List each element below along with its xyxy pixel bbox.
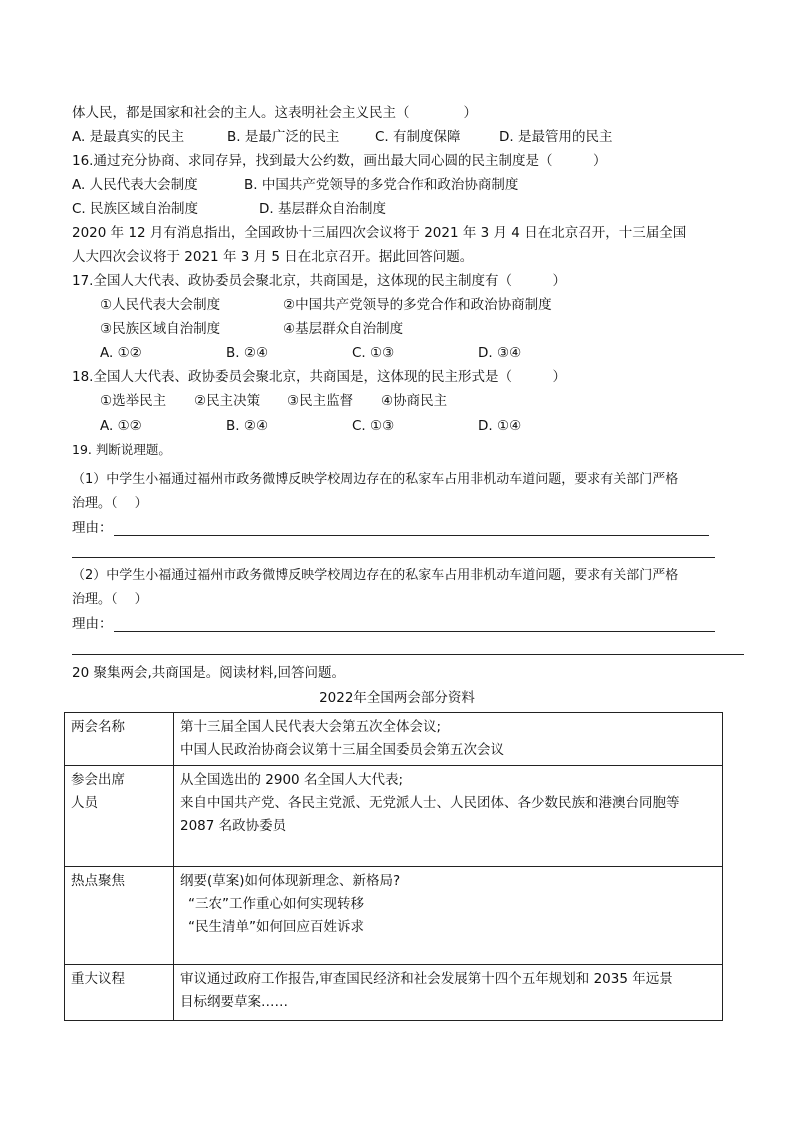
q16-option-a: A. 人民代表大会制度 (72, 177, 198, 193)
q17-option-a: A. ①② (100, 345, 142, 361)
row-key-agenda: 重大议程 (65, 965, 174, 1021)
table-row (65, 766, 723, 867)
q18-option-c: C. ①③ (352, 418, 395, 434)
q18-option-d: D. ①④ (478, 418, 522, 434)
row-value-attendees: 从全国选出的 2900 名全国人大代表; 来自中国共产党、各民主党派、无党派人士、人民团体、各少数民族和港澳台同胞等 2087 名政协委员 (174, 766, 723, 867)
q16-option-d: D. 基层群众自治制度 (259, 201, 386, 217)
intro-line-2: 人大四次会议将于 2021 年 3 月 5 日在北京召开。据此回答问题。 (72, 249, 474, 265)
q18-item-2: ②民主决策 (194, 393, 261, 409)
q15-option-a: A. 是最真实的民主 (72, 129, 185, 145)
row-key-hot-topics: 热点聚焦 (65, 867, 174, 965)
q19-sub2-line-2: 治理。（ ） (72, 592, 148, 607)
q15-stem: 体人民，都是国家和社会的主人。这表明社会主义民主（ ） (72, 105, 477, 121)
q18-option-a: A. ①② (100, 418, 142, 434)
q18-item-4: ④协商民主 (381, 393, 448, 409)
q16-option-b: B. 中国共产党领导的多党合作和政治协商制度 (244, 177, 519, 193)
q20-stem: 20 聚集两会,共商国是。阅读材料,回答问题。 (72, 665, 346, 681)
q17-item-1: ①人民代表大会制度 (100, 297, 221, 313)
q19-answer-line-3[interactable] (114, 631, 715, 632)
q19-answer-line-1[interactable] (114, 535, 709, 536)
row-value-agenda: 审议通过政府工作报告,审查国民经济和社会发展第十四个五年规划和 2035 年远景 目标纲要草案…… (174, 965, 723, 1021)
q19-sub2-line-1: （2）中学生小福通过福州市政务微博反映学校周边存在的私家车占用非机动车道问题，要求有关部门严格 (72, 568, 679, 583)
row-value-hot-topics: 纲要(草案)如何体现新理念、新格局? “三农”工作重心如何实现转移 “民生清单”如何回应百姓诉求 (174, 867, 723, 965)
table-row (65, 867, 723, 965)
q17-item-3: ③民族区域自治制度 (100, 321, 221, 337)
q17-option-c: C. ①③ (352, 345, 395, 361)
meeting-info-table (64, 712, 723, 1021)
q17-stem: 17.全国人大代表、政协委员会聚北京，共商国是，这体现的民主制度有（ ） (72, 273, 566, 289)
row-key-attendees: 参会出席 人员 (65, 766, 174, 867)
intro-line-1: 2020 年 12 月有消息指出，全国政协十三届四次会议将于 2021 年 3 月 4 日在北京召开，十三届全国 (72, 225, 687, 241)
q19-reason-1-label: 理由： (72, 520, 113, 536)
q15-option-b: B. 是最广泛的民主 (227, 129, 340, 145)
q15-option-c: C. 有制度保障 (375, 129, 461, 145)
row-key-meeting-name: 两会名称 (65, 713, 174, 766)
q19-sub1-line-2: 治理。（ ） (72, 496, 148, 511)
q19-title: 19. 判断说理题。 (72, 442, 171, 457)
q17-option-d: D. ③④ (478, 345, 522, 361)
q19-answer-line-2[interactable] (72, 557, 715, 558)
table-row (65, 965, 723, 1021)
q18-stem: 18.全国人大代表、政协委员会聚北京，共商国是，这体现的民主形式是（ ） (72, 369, 566, 385)
q17-item-4: ④基层群众自治制度 (283, 321, 404, 337)
q19-answer-line-4[interactable] (72, 654, 744, 655)
q16-stem: 16.通过充分协商、求同存异，找到最大公约数，画出最大同心圆的民主制度是（ ） (72, 153, 607, 169)
row-value-meeting-name: 第十三届全国人民代表大会第五次全体会议; 中国人民政治协商会议第十三届全国委员会第五次会议 (174, 713, 723, 766)
q17-item-2: ②中国共产党领导的多党合作和政治协商制度 (283, 297, 552, 313)
q18-option-b: B. ②④ (226, 418, 269, 434)
q15-option-d: D. 是最管用的民主 (499, 129, 613, 145)
q17-option-b: B. ②④ (226, 345, 269, 361)
q19-reason-2-label: 理由： (72, 616, 113, 632)
q19-sub1-line-1: （1）中学生小福通过福州市政务微博反映学校周边存在的私家车占用非机动车道问题，要求有关部门严格 (72, 472, 679, 487)
q16-option-c: C. 民族区域自治制度 (72, 201, 199, 217)
q18-item-1: ①选举民主 (100, 393, 167, 409)
table-title: 2022年全国两会部分资料 (319, 690, 475, 706)
q18-item-3: ③民主监督 (287, 393, 354, 409)
table-row (65, 713, 723, 766)
